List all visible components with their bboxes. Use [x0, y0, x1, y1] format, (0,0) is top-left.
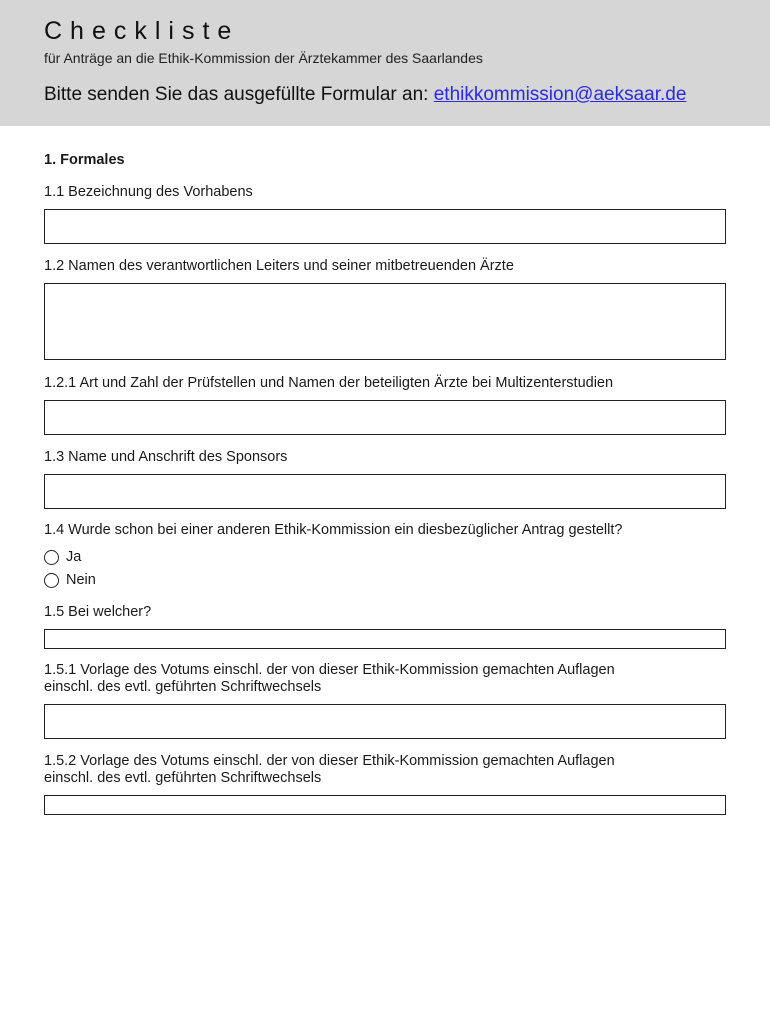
page-subtitle: für Anträge an die Ethik-Kommission der Ärztekammer des Saarlandes	[44, 50, 483, 66]
field-leiter-aerzte[interactable]	[44, 283, 726, 360]
radio-option-nein[interactable]	[44, 571, 96, 589]
section-heading-formales: 1. Formales	[44, 152, 125, 168]
label-bei-welcher: 1.5 Bei welcher?	[44, 604, 152, 620]
radio-label-nein: Nein	[66, 572, 96, 588]
radio-option-ja[interactable]	[44, 548, 81, 566]
radio-label-ja: Ja	[66, 549, 82, 565]
field-bezeichnung[interactable]	[44, 209, 726, 244]
label-bezeichnung: 1.1 Bezeichnung des Vorhabens	[44, 184, 253, 200]
label-votum-2-line2: einschl. des evtl. geführten Schriftwechsels	[44, 770, 322, 786]
label-votum-1-line2: einschl. des evtl. geführten Schriftwechsels	[44, 679, 322, 695]
radio-circle-icon[interactable]	[44, 573, 59, 588]
field-votum-1[interactable]	[44, 704, 726, 739]
label-sponsor: 1.3 Name und Anschrift des Sponsors	[44, 449, 288, 465]
label-andere-kommission: 1.4 Wurde schon bei einer anderen Ethik-Kommission ein diesbezüglicher Antrag gestellt?	[44, 522, 623, 538]
radio-circle-icon[interactable]	[44, 550, 59, 565]
label-votum-2-line1: 1.5.2 Vorlage des Votums einschl. der von dieser Ethik-Kommission gemachten Auflagen	[44, 753, 615, 769]
field-pruefstellen[interactable]	[44, 400, 726, 435]
label-pruefstellen: 1.2.1 Art und Zahl der Prüfstellen und Namen der beteiligten Ärzte bei Multizenterstudien	[44, 375, 614, 391]
label-votum-1-line1: 1.5.1 Vorlage des Votums einschl. der von dieser Ethik-Kommission gemachten Auflagen	[44, 662, 615, 678]
field-votum-2[interactable]	[44, 795, 726, 815]
page-title: Checkliste	[44, 17, 240, 45]
send-instruction-text: Bitte senden Sie das ausgefüllte Formular an:	[44, 84, 434, 105]
email-link[interactable]: ethikkommission@aeksaar.de	[433, 84, 687, 105]
field-bei-welcher[interactable]	[44, 629, 726, 649]
label-leiter-aerzte: 1.2 Namen des verantwortlichen Leiters und seiner mitbetreuenden Ärzte	[44, 258, 514, 274]
send-instruction	[44, 84, 686, 106]
field-sponsor[interactable]	[44, 474, 726, 509]
header-banner	[0, 0, 770, 126]
